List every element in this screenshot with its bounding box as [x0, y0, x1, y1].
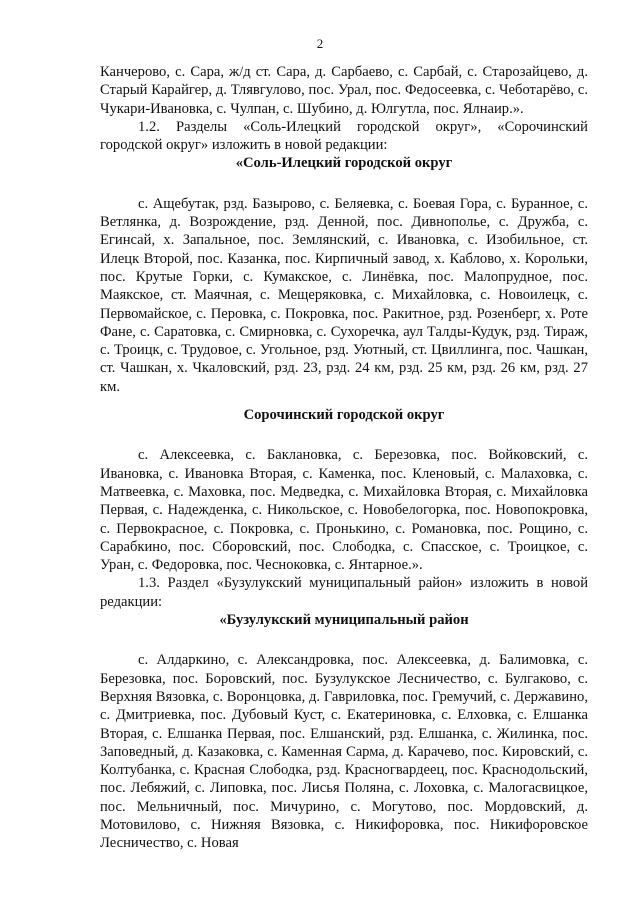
intro-paragraph: Канчерово, с. Сара, ж/д ст. Сара, д. Сарбаево, с. Сарбай, с. Старозайцево, д. Старый Карайгер, д. Тлявгулово, пос. Урал, пос. Федосеевка, с. Чеботарёво, с. Чукари-Ивановка, с. Чулпан, с. Шубино, д. Юлгутла, пос. Ялнаир.». — [100, 64, 588, 117]
clause-1-2: 1.2. Разделы «Соль-Илецкий городской округ», «Сорочинский городской округ» изложить в новой редакции: — [100, 118, 588, 154]
spacer — [100, 396, 588, 406]
clause-1-3: 1.3. Раздел «Бузулукский муниципальный район» изложить в новой редакции: — [100, 575, 588, 610]
heading-sorochinsk: Сорочинский городской округ — [243, 407, 445, 424]
buzuluk-settlements: с. Алдаркино, с. Александровка, пос. Алексеевка, д. Балимовка, с. Березовка, пос. Боровский, пос. Бузулукское Лесничество, с. Булгаково, с. Верхняя Вязовка, с. Воронцовка, д. Гавриловка, пос. Гремучий, с. Державино, с. Дмитриевка, пос. Дубовый Куст, с. Екатериновка, с. Елховка, с. Елшанка Вторая, с. Елшанка Первая, пос. Елшанский, рзд. Елшанка, с. Жилинка, пос. Заповедный, д. Казаковка, с. Каменная Сарма, д. Карачево, пос. Кировский, с. Колтубанка, с. Красная Слободка, рзд. Красногвардеец, пос. Краснодольский, пос. Лебяжий, с. Липовка, пос. Лисья Поляна, с. Лоховка, с. Малогасвицкое, пос. Мельничный, пос. Мичурино, с. Могутово, пос. Мордовский, д. Мотовилово, с. Нижняя Вязовка, с. Никифоровка, пос. Никифоровское Лесничество, с. Новая — [100, 652, 588, 852]
spacer — [100, 173, 588, 195]
spacer — [100, 629, 588, 651]
spacer — [100, 424, 588, 446]
sol-iletsk-settlements: с. Ащебутак, рзд. Базырово, с. Беляевка, с. Боевая Гора, с. Буранное, с. Ветлянка, д. Возрождение, рзд. Денной, пос. Дивнополье, с. Дружба, с. Егинсай, х. Запальное, пос. Землянский, с. Ивановка, с. Изобильное, ст. Илецк Второй, пос. Казанка, пос. Кирпичный завод, х. Каблово, х. Корольки, пос. Крутые Горки, с. Кумакское, с. Линёвка, пос. Малопрудное, пос. Маякское, ст. Маячная, с. Мещеряковка, с. Михайловка, с. Новоилецк, с. Первомайское, с. Перовка, с. Покровка, пос. Ракитное, рзд. Розенберг, х. Роте Фане, с. Саратовка, с. Смирновка, с. Сухоречка, аул Талды-Кудук, рзд. Тираж, с. Троицк, с. Трудовое, с. Угольное, рзд. Уютный, ст. Цвиллинга, пос. Чашкан, ст. Чашкан, х. Чкаловский, рзд. 23, рзд. 24 км, рзд. 25 км, рзд. 26 км, рзд. 27 км. — [100, 195, 588, 395]
document-body — [100, 63, 588, 853]
heading-buzuluk: «Бузулукский муниципальный район — [219, 612, 469, 629]
page-number: 2 — [316, 36, 324, 51]
sorochinsk-settlements: с. Алексеевка, с. Баклановка, с. Березовка, пос. Войковский, с. Ивановка, с. Ивановка Вторая, с. Каменка, пос. Кленовый, с. Малаховка, с. Матвеевка, с. Маховка, пос. Медведка, с. Михайловка Вторая, с. Михайловка Первая, с. Надежденка, с. Никольское, с. Новобелогорка, пос. Новопокровка, с. Первокрасное, с. Покровка, с. Пронькино, с. Романовка, пос. Рощино, с. Сарабкино, пос. Сборовский, пос. Слободка, с. Спасское, с. Троицкое, с. Уран, с. Федоровка, пос. Чесноковка, с. Янтарное.». — [100, 447, 588, 574]
heading-sol-iletsk: «Соль-Илецкий городской округ — [235, 155, 453, 172]
